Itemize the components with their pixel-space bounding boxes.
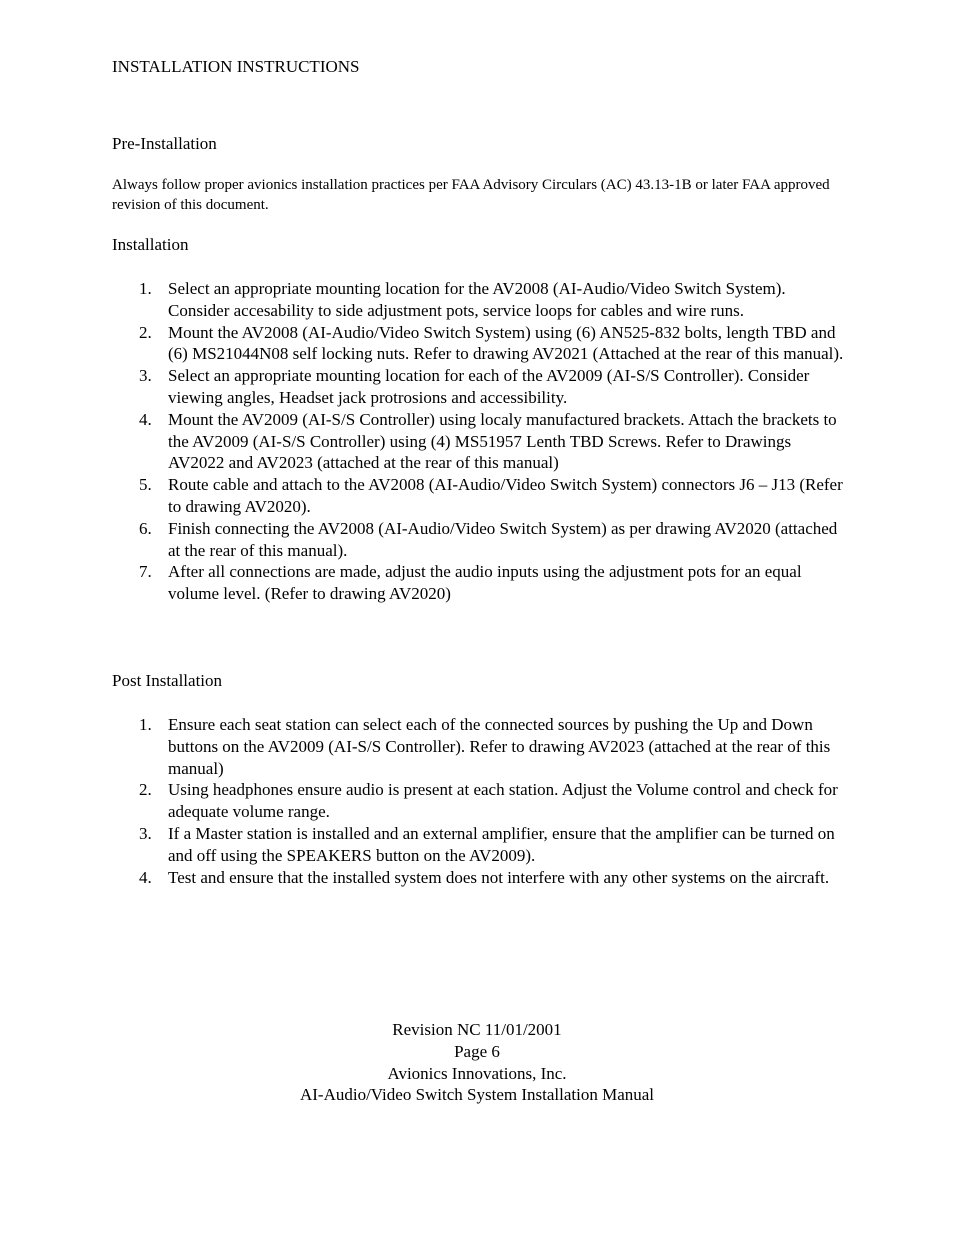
post-installation-step-2	[112, 779, 847, 823]
step-number: 1.	[139, 279, 152, 298]
pre-installation-text: Always follow proper avionics installation practices per FAA Advisory Circulars (AC) 43.13-1B or later FAA approved revision of this document.	[112, 177, 830, 213]
step-text: Using headphones ensure audio is present at each station. Adjust the Volume control and check for adequate volume range.	[168, 780, 838, 822]
step-text: Select an appropriate mounting location for the AV2008 (AI-Audio/Video Switch System). Consider accesability to side adjustment pots, service loops for cables and wire runs.	[168, 279, 786, 320]
step-number: 6.	[139, 518, 152, 538]
installation-step-1	[112, 278, 847, 322]
step-number: 1.	[139, 715, 152, 734]
footer-manual-title: AI-Audio/Video Switch System Installation Manual	[299, 1085, 655, 1105]
installation-heading: Installation	[112, 235, 189, 254]
step-text: If a Master station is installed and an external amplifier, ensure that the amplifier can be turned on and off using the SPEAKERS button on the AV2009).	[168, 823, 835, 865]
page-footer	[0, 1019, 954, 1106]
step-number: 2.	[139, 780, 152, 800]
step-text: Route cable and attach to the AV2008 (AI-Audio/Video Switch System) connectors J6 – J13 (Refer to drawing AV2020).	[168, 475, 843, 516]
step-text: Ensure each seat station can select each of the connected sources by pushing the Up and Down buttons on the AV2009 (AI-S/S Controller). Refer to drawing AV2023 (attached at the rear of this manual)	[168, 715, 831, 778]
page-header: INSTALLATION INSTRUCTIONS	[112, 57, 360, 76]
step-number: 5.	[139, 475, 152, 495]
footer-revision: Revision NC 11/01/2001	[392, 1020, 562, 1039]
step-text: Mount the AV2008 (AI-Audio/Video Switch System) using (6) AN525-832 bolts, length TBD and (6) MS21044N08 self locking nuts. Refer to drawing AV2021 (Attached at the rear of this manual).	[168, 322, 844, 364]
step-number: 3.	[139, 823, 152, 843]
installation-step-7	[112, 561, 847, 605]
step-number: 4.	[139, 409, 152, 429]
installation-step-3	[112, 365, 847, 409]
step-number: 2.	[139, 322, 152, 342]
post-installation-steps-list	[112, 714, 847, 888]
step-number: 4.	[139, 867, 152, 887]
installation-step-6	[112, 518, 847, 562]
post-installation-heading: Post Installation	[112, 671, 223, 690]
step-text: Finish connecting the AV2008 (AI-Audio/Video Switch System) as per drawing AV2020 (attached at the rear of this manual).	[168, 518, 838, 560]
post-installation-step-3	[112, 823, 847, 867]
installation-step-5	[112, 474, 847, 518]
installation-step-2	[112, 322, 847, 366]
step-number: 7.	[139, 562, 152, 582]
step-text: Select an appropriate mounting location for each of the AV2009 (AI-S/S Controller). Consider viewing angles, Headset jack protrosions and accessibility.	[168, 366, 810, 407]
step-text: Test and ensure that the installed system does not interfere with any other systems on the aircraft.	[168, 867, 830, 887]
installation-steps-list	[112, 278, 847, 605]
post-installation-step-4	[112, 867, 847, 889]
post-installation-step-1	[112, 714, 847, 779]
pre-installation-heading: Pre-Installation	[112, 134, 217, 153]
footer-company: Avionics Innovations, Inc.	[387, 1063, 567, 1083]
step-text: Mount the AV2009 (AI-S/S Controller) using localy manufactured brackets. Attach the brackets to the AV2009 (AI-S/S Controller) using (4) MS51957 Lenth TBD Screws. Refer to Drawings AV2022 and AV2023 (attached at the rear of this manual)	[168, 409, 837, 473]
step-number: 3.	[139, 366, 152, 386]
step-text: After all connections are made, adjust the audio inputs using the adjustment pots for an equal volume level. (Refer to drawing AV2020)	[168, 562, 802, 604]
installation-step-4	[112, 409, 847, 474]
footer-page-number: Page 6	[454, 1041, 500, 1061]
